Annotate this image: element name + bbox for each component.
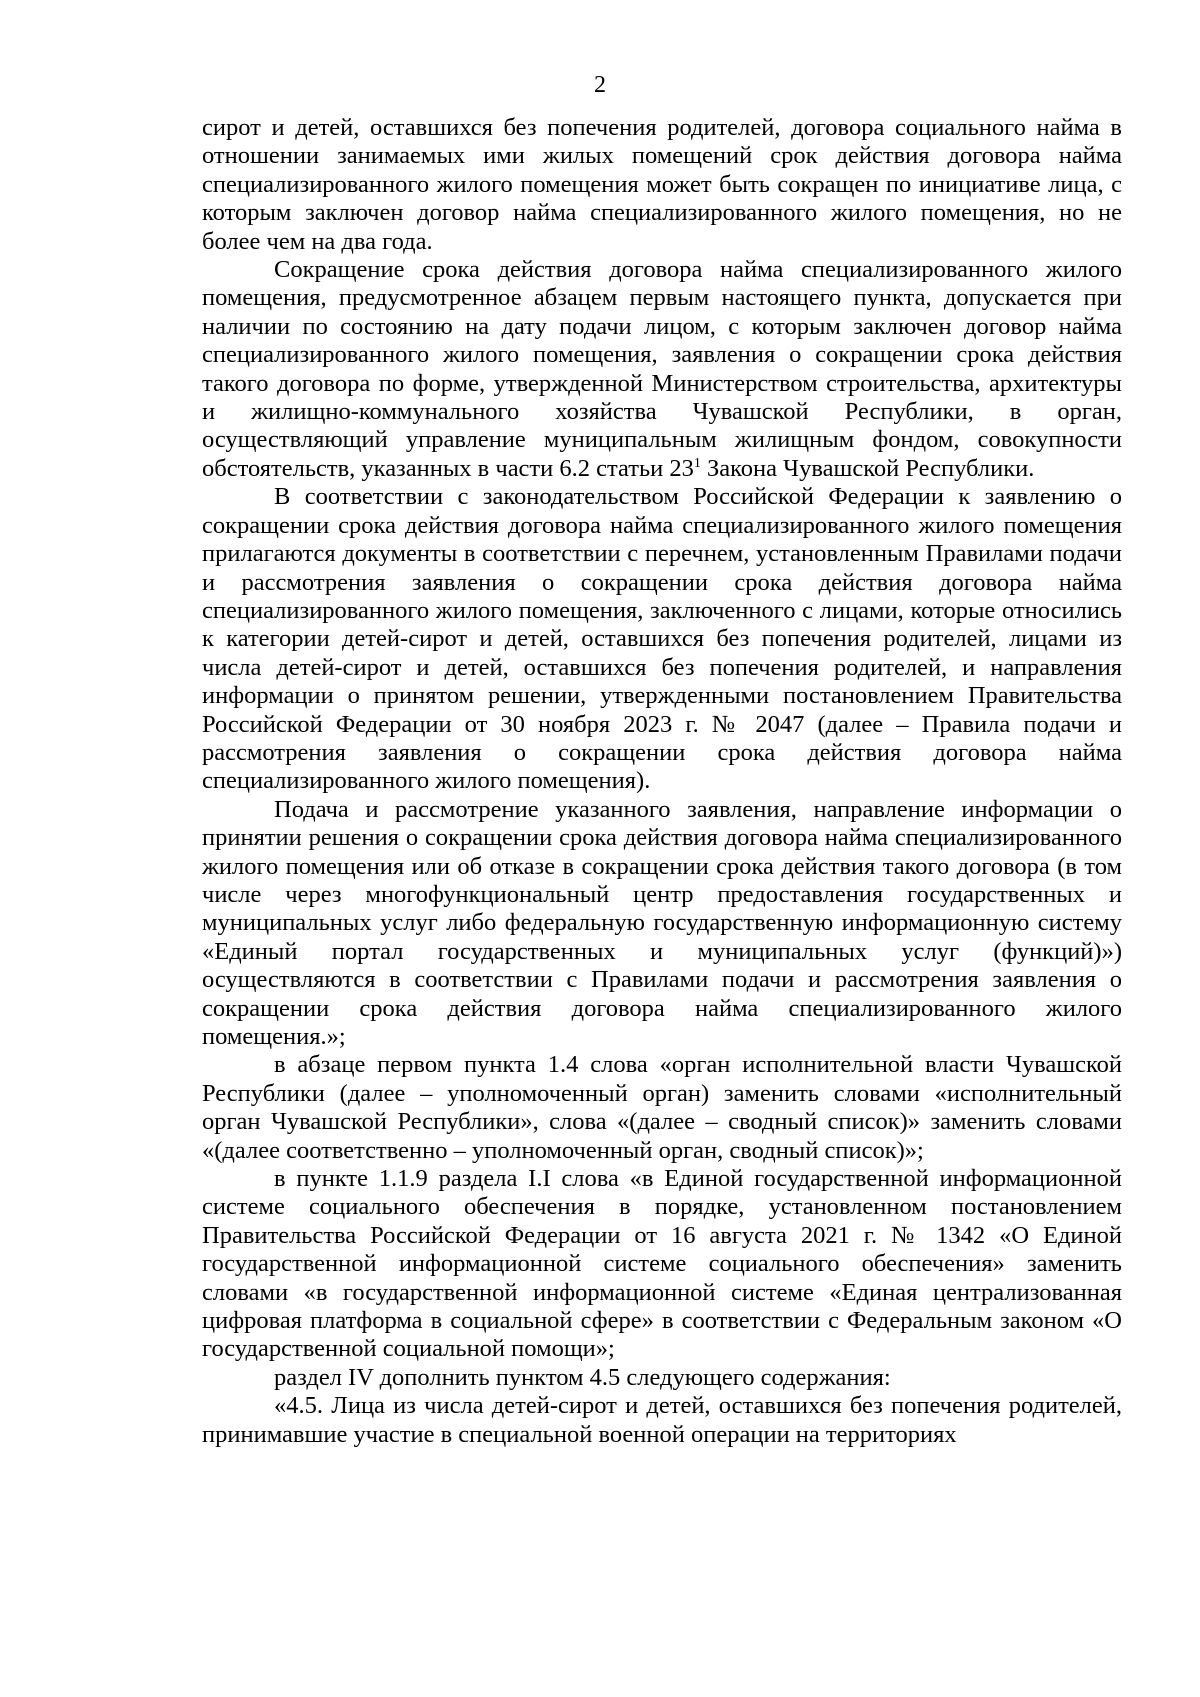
paragraph-8: «4.5. Лица из числа детей-сирот и детей, оставшихся без попечения родителей, принимавшие участие в специальной военной операции на территориях <box>202 1392 1122 1448</box>
paragraph-3: В соответствии с законодательством Российской Федерации к заявлению о сокращении срока действия договора найма специализированного жилого помещения прилагаются документы в соответствии с перечнем, установленным Правилами подачи и рассмотрения заявления о сокращении срока действия договора найма специализированного жилого помещения, заключенного с лицами, которые относились к категории детей-сирот и детей, оставшихся без попечения родителей, лицами из числа детей-сирот и детей, оставшихся без попечения родителей, и направления информации о принятом решении, утвержденными постановлением Правительства Российской Федерации от 30 ноября 2023 г. № 2047 (далее – Правила подачи и рассмотрения заявления о сокращении срока действия договора найма специализированного жилого помещения). <box>202 483 1122 795</box>
paragraph-4: Подача и рассмотрение указанного заявления, направление информации о принятии решения о сокращении срока действия договора найма специализированного жилого помещения или об отказе в сокращении срока действия такого договора (в том числе через многофункциональный центр предоставления государственных и муниципальных услуг либо федеральную государственную информационную систему «Единый портал государственных и муниципальных услуг (функций)») осуществляются в соответствии с Правилами подачи и рассмотрения заявления о сокращении срока действия договора найма специализированного жилого помещения.»; <box>202 795 1122 1050</box>
superscript-index: 1 <box>693 455 701 471</box>
paragraph-2-text: Сокращение срока действия договора найма специализированного жилого помещения, предусмотренное абзацем первым настоящего пункта, допускается при наличии по состоянию на дату подачи лицом, с которым заключен договор найма специализированного жилого помещения, заявления о сокращении срока действия такого договора по форме, утвержденной Министерством строительства, архитектуры и жилищно-коммунального хозяйства Чувашской Республики, в орган, осуществляющий управление муниципальным жилищным фондом, совокупности обстоятельств, указанных в части 6.2 статьи 23 <box>202 256 1122 482</box>
paragraph-5: в абзаце первом пункта 1.4 слова «орган исполнительной власти Чувашской Республики (далее – уполномоченный орган) заменить словами «исполнительный орган Чувашской Республики», слова «(далее – сводный список)» заменить словами «(далее соответственно – уполномоченный орган, сводный список)»; <box>202 1051 1122 1164</box>
page-number: 2 <box>594 72 606 98</box>
paragraph-7: раздел IV дополнить пунктом 4.5 следующего содержания: <box>274 1363 891 1391</box>
document-body <box>202 114 1122 1449</box>
paragraph-2-tail: Закона Чувашской Республики. <box>700 454 1035 482</box>
paragraph-2 <box>202 256 1122 483</box>
paragraph-6: в пункте 1.1.9 раздела I.I слова «в Единой государственной информационной системе социального обеспечения в порядке, установленном постановлением Правительства Российской Федерации от 16 августа 2021 г. № 1342 «О Единой государственной информационной системе социального обеспечения» заменить словами «в государственной информационной системе «Единая централизованная цифровая платформа в социальной сфере» в соответствии с Федеральным законом «О государственной социальной помощи»; <box>202 1165 1122 1363</box>
paragraph-1: сирот и детей, оставшихся без попечения родителей, договора социального найма в отношении занимаемых ими жилых помещений срок действия договора найма специализированного жилого помещения может быть сокращен по инициативе лица, с которым заключен договор найма специализированного жилого помещения, но не более чем на два года. <box>202 114 1122 255</box>
